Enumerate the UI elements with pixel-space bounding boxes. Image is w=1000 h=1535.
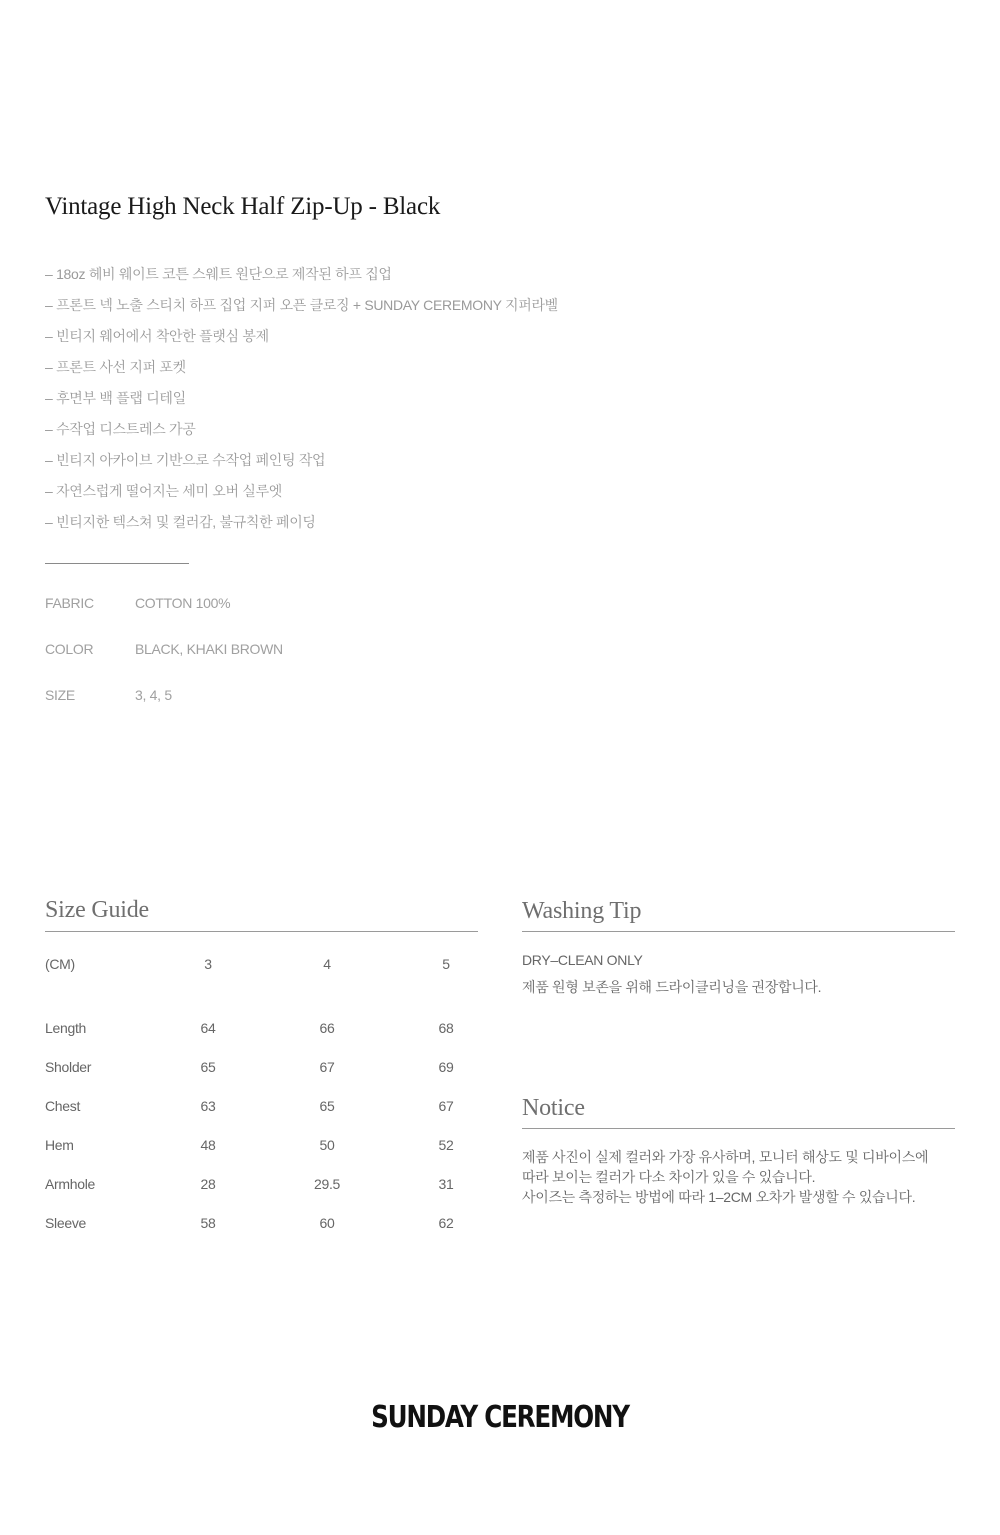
table-cell: 58	[200, 1215, 216, 1231]
feature-list	[45, 263, 558, 542]
table-cell: 65	[319, 1098, 335, 1114]
table-cell: 62	[438, 1215, 454, 1231]
row-label: Length	[45, 1020, 87, 1036]
table-cell: 28	[200, 1176, 216, 1192]
table-cell: 60	[319, 1215, 335, 1231]
table-cell: 52	[438, 1137, 454, 1153]
table-cell: 50	[319, 1137, 335, 1153]
spec-label: COLOR	[45, 641, 94, 657]
table-cell: 29.5	[313, 1176, 341, 1192]
feature-item: – 빈티지 웨어에서 착안한 플랫심 봉제	[45, 328, 269, 344]
feature-item: – 프론트 사선 지퍼 포켓	[45, 359, 186, 375]
row-label: Armhole	[45, 1176, 96, 1192]
spec-value: 3, 4, 5	[135, 687, 172, 703]
spec-label: FABRIC	[45, 595, 94, 611]
table-cell: 31	[438, 1176, 454, 1192]
table-cell: 48	[200, 1137, 216, 1153]
feature-item: – 프론트 넥 노출 스티치 하프 집업 지퍼 오픈 클로징 + SUNDAY CEREMONY 지퍼라벨	[45, 297, 558, 313]
notice-line: 제품 사진이 실제 컬러와 가장 유사하며, 모니터 해상도 및 디바이스에	[522, 1149, 929, 1165]
washing-line: DRY–CLEAN ONLY	[522, 952, 643, 968]
brand-logo: SUNDAY CEREMONY	[371, 1400, 629, 1435]
section-rule	[45, 931, 478, 932]
spec-value: BLACK, KHAKI BROWN	[135, 641, 283, 657]
row-label: Sholder	[45, 1059, 92, 1075]
table-cell: 64	[200, 1020, 216, 1036]
feature-item: – 빈티지한 텍스쳐 및 컬러감, 불규칙한 페이딩	[45, 514, 316, 530]
feature-item: – 자연스럽게 떨어지는 세미 오버 실루엣	[45, 483, 283, 499]
notice-line: 사이즈는 측정하는 방법에 따라 1–2CM 오차가 발생할 수 있습니다.	[522, 1189, 916, 1205]
section-rule	[522, 931, 955, 932]
feature-item: – 수작업 디스트레스 가공	[45, 421, 196, 437]
table-cell: 68	[438, 1020, 454, 1036]
table-cell: 65	[200, 1059, 216, 1075]
row-label: Hem	[45, 1137, 74, 1153]
size-guide-title: Size Guide	[45, 897, 149, 923]
divider	[45, 563, 189, 564]
table-cell: 66	[319, 1020, 335, 1036]
row-label: Chest	[45, 1098, 81, 1114]
table-cell: 63	[200, 1098, 216, 1114]
table-cell: 67	[438, 1098, 454, 1114]
washing-tip-title: Washing Tip	[522, 898, 642, 924]
size-header: 5	[442, 956, 450, 972]
spec-label: SIZE	[45, 687, 75, 703]
notice-line: 따라 보이는 컬러가 다소 차이가 있을 수 있습니다.	[522, 1169, 816, 1185]
feature-item: – 빈티지 아카이브 기반으로 수작업 페인팅 작업	[45, 452, 326, 468]
table-cell: 67	[319, 1059, 335, 1075]
feature-item: – 18oz 헤비 웨이트 코튼 스웨트 원단으로 제작된 하프 집업	[45, 266, 392, 282]
size-header: 3	[204, 956, 212, 972]
section-rule	[522, 1128, 955, 1129]
size-header: 4	[323, 956, 331, 972]
unit-label: (CM)	[45, 956, 75, 972]
feature-item: – 후면부 백 플랩 디테일	[45, 390, 186, 406]
row-label: Sleeve	[45, 1215, 87, 1231]
product-title: Vintage High Neck Half Zip-Up - Black	[45, 193, 441, 220]
table-cell: 69	[438, 1059, 454, 1075]
washing-line: 제품 원형 보존을 위해 드라이클리닝을 권장합니다.	[522, 979, 822, 995]
spec-value: COTTON 100%	[135, 595, 231, 611]
notice-title: Notice	[522, 1095, 585, 1121]
